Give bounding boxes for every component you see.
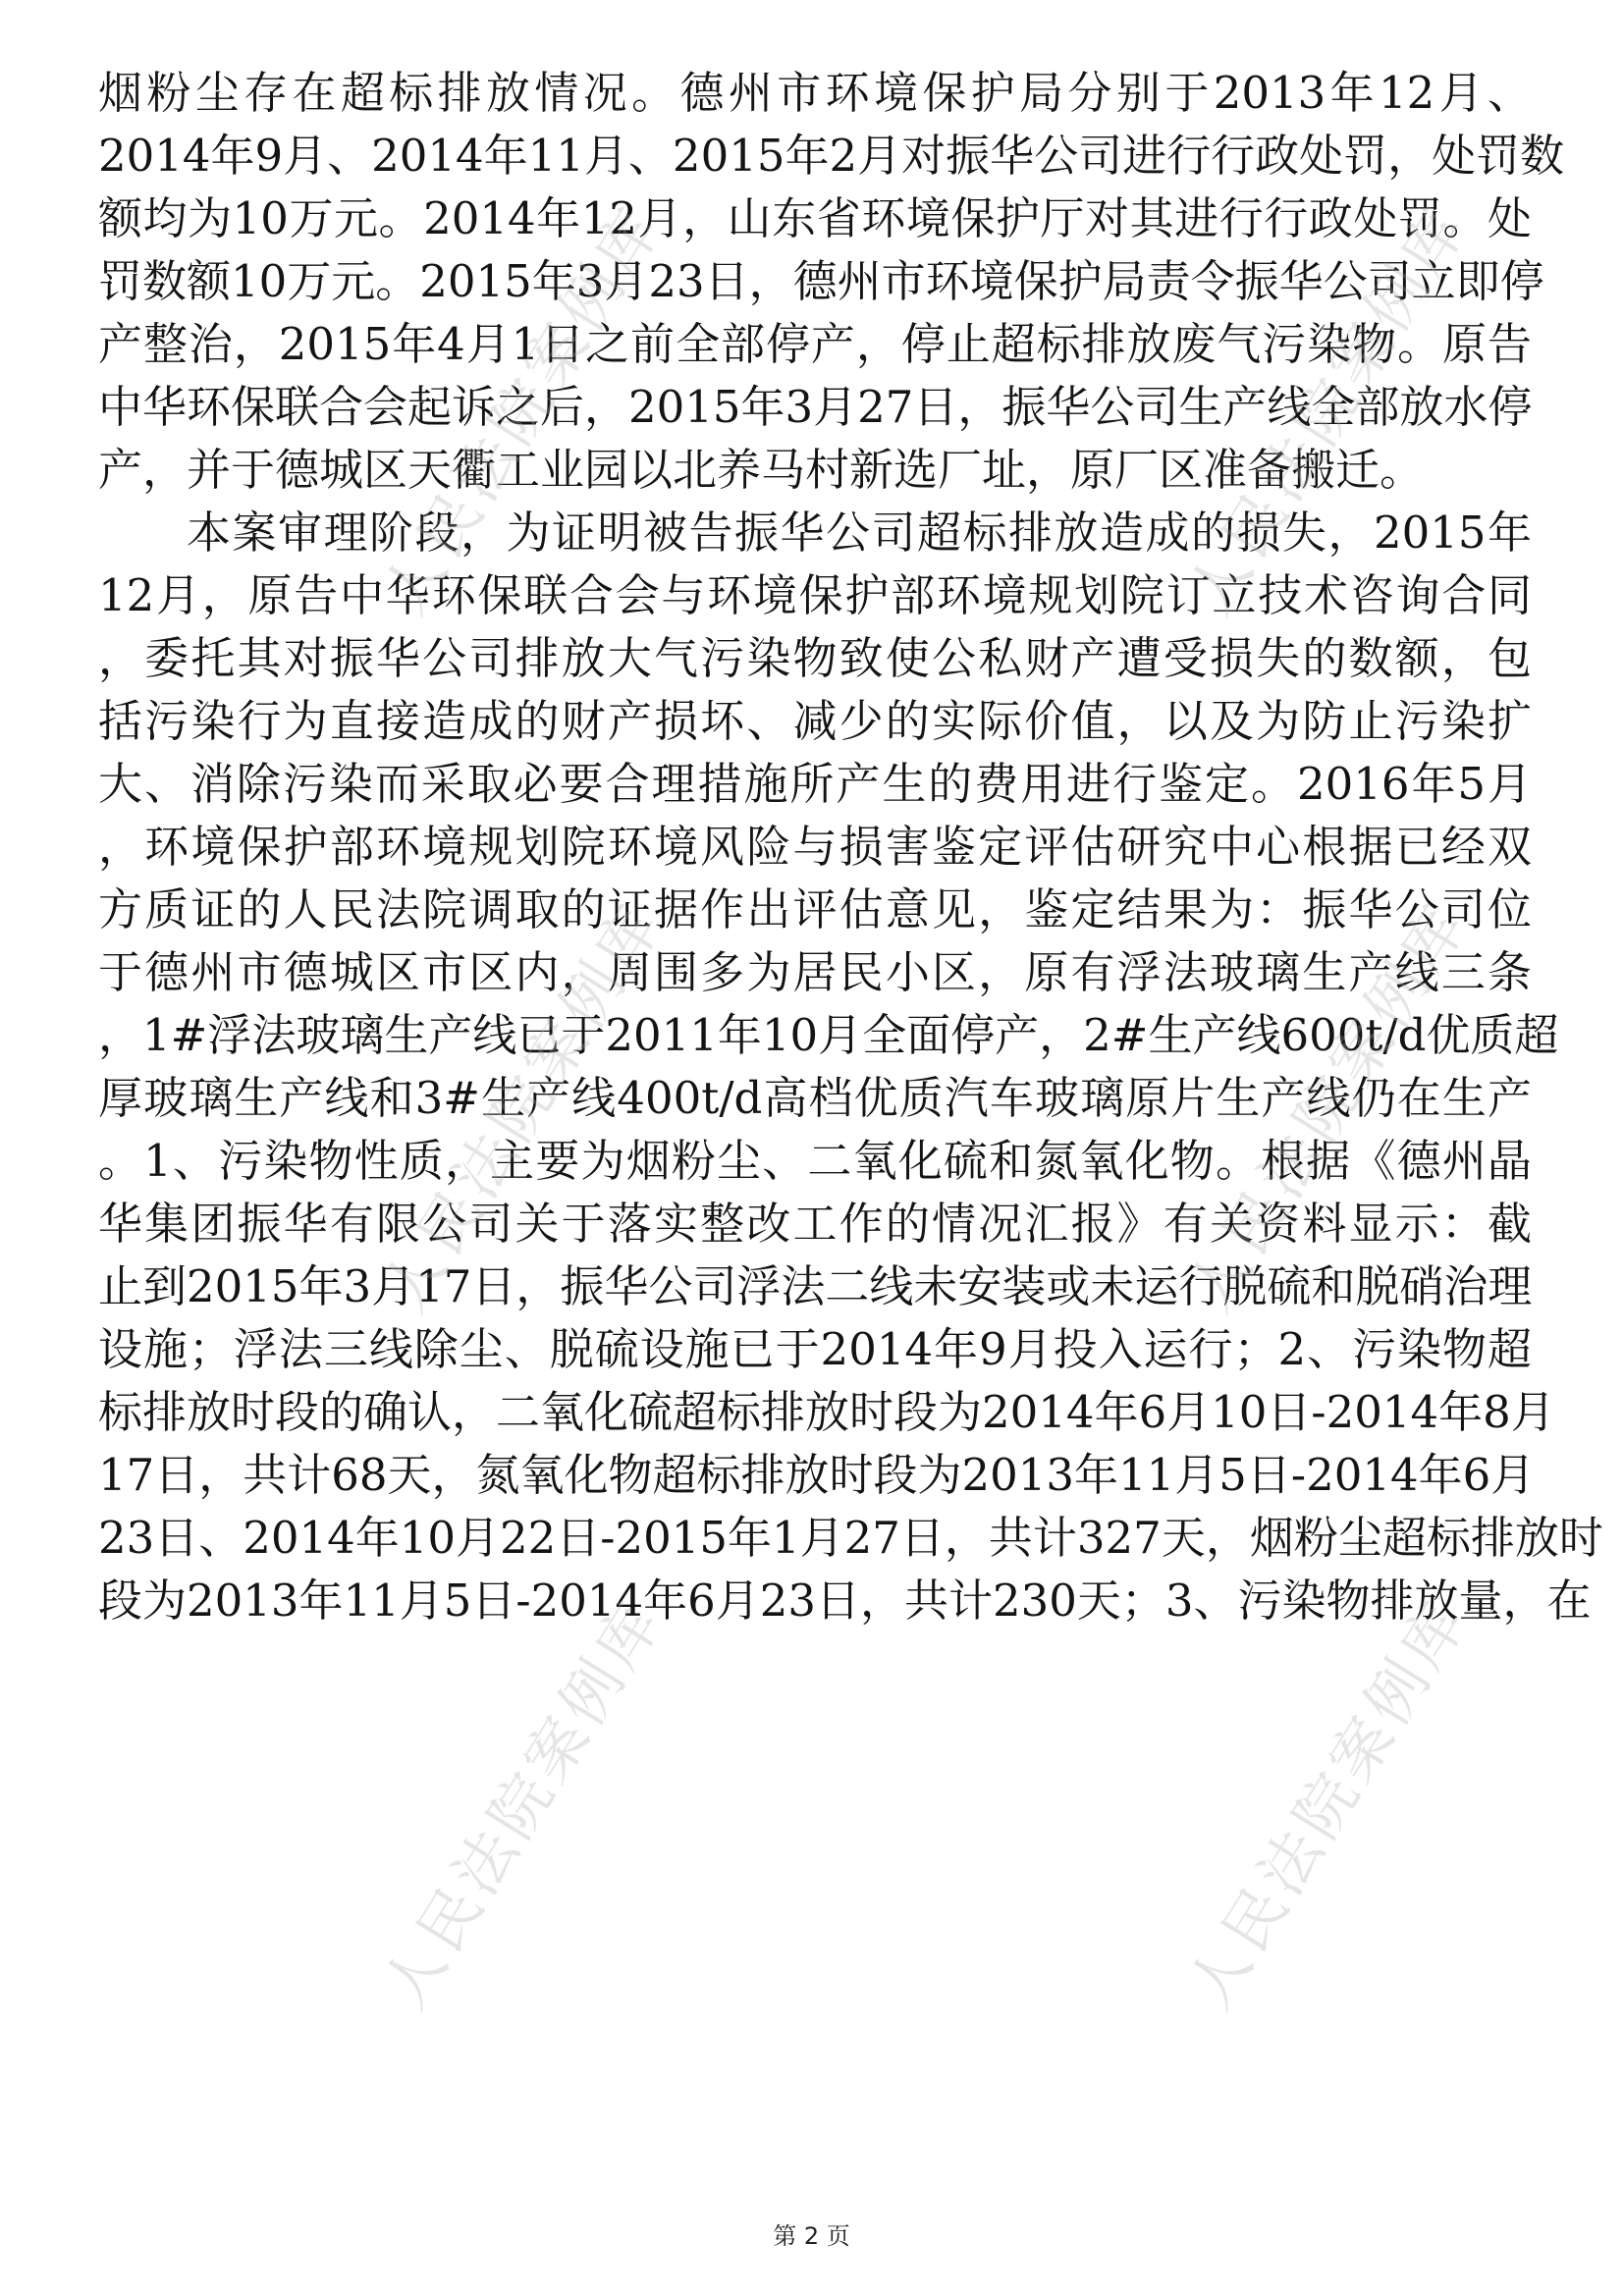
text-line-15: 于德州市德城区市区内，周围多为居民小区，原有浮法玻璃生产线三条 xyxy=(98,946,1532,998)
text-line-18: 。1、污染物性质，主要为烟粉尘、二氧化硫和氮氧化物。根据《德州晶 xyxy=(98,1135,1532,1187)
watermark: 人民法院案例库 xyxy=(368,1585,677,2021)
text-line-19: 华集团振华有限公司关于落实整改工作的情况汇报》有关资料显示：截 xyxy=(98,1198,1532,1250)
watermark: 人民法院案例库 xyxy=(1173,888,1483,1324)
text-line-5: 产整治，2015年4月1日之前全部停产，停止超标排放废气污染物。原告 xyxy=(98,318,1532,370)
text-line-17: 厚玻璃生产线和3#生产线400t/d高档优质汽车玻璃原片生产线仍在生产 xyxy=(98,1072,1532,1124)
text-line-20: 止到2015年3月17日，振华公司浮法二线未安装或未运行脱硫和脱硝治理 xyxy=(98,1260,1533,1312)
text-line-10: ，委托其对振华公司排放大气污染物致使公私财产遭受损失的数额，包 xyxy=(98,632,1532,684)
text-line-8: 本案审理阶段，为证明被告振华公司超标排放造成的损失，2015年 xyxy=(187,507,1532,559)
watermark: 人民法院案例库 xyxy=(1173,191,1483,627)
watermark: 人民法院案例库 xyxy=(1173,1585,1483,2021)
text-line-3: 额均为10万元。2014年12月，山东省环境保护厅对其进行行政处罚。处 xyxy=(98,192,1532,244)
text-line-11: 括污染行为直接造成的财产损坏、减少的实际价值，以及为防止污染扩 xyxy=(98,695,1532,747)
text-line-25: 段为2013年11月5日-2014年6月23日，共计230天；3、污染物排放量，在 xyxy=(98,1575,1592,1627)
text-line-2: 2014年9月、2014年11月、2015年2月对振华公司进行行政处罚，处罚数 xyxy=(98,130,1565,182)
text-line-9: 12月，原告中华环保联合会与环境保护部环境规划院订立技术咨询合同 xyxy=(98,569,1532,621)
text-line-6: 中华环保联合会起诉之后，2015年3月27日，振华公司生产线全部放水停 xyxy=(98,381,1533,433)
watermark: 人民法院案例库 xyxy=(368,191,677,627)
text-line-23: 17日，共计68天，氮氧化物超标排放时段为2013年11月5日-2014年6月 xyxy=(98,1449,1536,1501)
text-line-16: ，1#浮法玻璃生产线已于2011年10月全面停产，2#生产线600t/d优质超 xyxy=(98,1009,1559,1061)
text-line-21: 设施；浮法三线除尘、脱硫设施已于2014年9月投入运行；2、污染物超 xyxy=(98,1323,1532,1375)
text-line-12: 大、消除污染而采取必要合理措施所产生的费用进行鉴定。2016年5月 xyxy=(98,758,1532,810)
text-line-7: 产，并于德城区天衢工业园以北养马村新选厂址，原厂区准备搬迁。 xyxy=(98,444,1425,496)
watermark: 人民法院案例库 xyxy=(368,888,677,1324)
text-line-13: ，环境保护部环境规划院环境风险与损害鉴定评估研究中心根据已经双 xyxy=(98,821,1532,873)
text-line-1: 烟粉尘存在超标排放情况。德州市环境保护局分别于2013年12月、 xyxy=(98,67,1532,119)
text-line-4: 罚数额10万元。2015年3月23日，德州市环境保护局责令振华公司立即停 xyxy=(98,255,1544,307)
text-line-22: 标排放时段的确认，二氧化硫超标排放时段为2014年6月10日-2014年8月 xyxy=(98,1386,1555,1438)
text-line-14: 方质证的人民法院调取的证据作出评估意见，鉴定结果为：振华公司位 xyxy=(98,883,1532,935)
page-number: 第 2 页 xyxy=(773,2222,850,2250)
text-line-24: 23日、2014年10月22日-2015年1月27日，共计327天，烟粉尘超标排放时 xyxy=(98,1512,1603,1564)
